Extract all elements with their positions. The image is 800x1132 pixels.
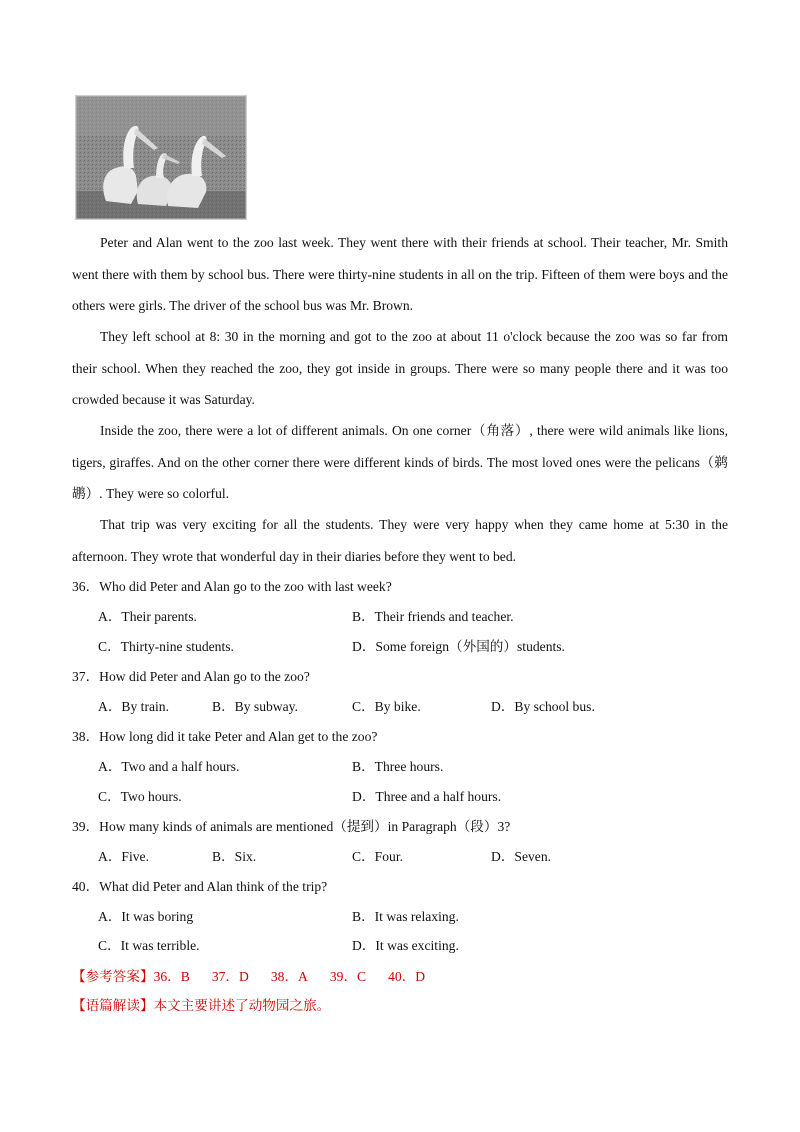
passage-paragraph-3: Inside the zoo, there were a lot of different animals. On one corner（角落）, there were wild animals like lions, tigers, giraffes. And on the other corner there were different kinds of birds. The most loved ones were the pelicans（鹈鹕）. They were so colorful. <box>72 423 728 501</box>
question-40-option-b: B．It was relaxing. <box>352 909 459 924</box>
question-37-option-a: A．By train. <box>98 699 169 714</box>
answer-key-label: 【参考答案】 <box>72 969 154 984</box>
analysis-text: 本文主要讲述了动物园之旅。 <box>153 998 331 1013</box>
answer-37: 37．D <box>211 969 249 984</box>
question-38-option-d: D．Three and a half hours. <box>352 789 502 804</box>
question-37-option-c: C．By bike. <box>352 699 421 714</box>
answer-36: 36．B <box>153 969 190 984</box>
question-39-option-c: C．Four. <box>352 849 403 864</box>
question-38-option-c: C．Two hours. <box>98 789 182 804</box>
pelicans-photo <box>75 95 247 220</box>
question-37-option-b: B．By subway. <box>212 699 298 714</box>
question-39-option-d: D．Seven. <box>491 849 552 864</box>
question-38-option-a: A．Two and a half hours. <box>98 759 240 774</box>
answer-key <box>72 967 425 987</box>
question-37-option-d: D．By school bus. <box>491 699 595 714</box>
question-40-option-c: C．It was terrible. <box>98 938 200 953</box>
question-36-stem: 36．Who did Peter and Alan go to the zoo with last week? <box>72 579 392 594</box>
answer-40: 40．D <box>388 969 426 984</box>
answer-38: 38．A <box>270 969 308 984</box>
question-40-option-a: A．It was boring <box>98 909 194 924</box>
question-39-option-b: B．Six. <box>212 849 257 864</box>
passage-paragraph-1: Peter and Alan went to the zoo last week. They went there with their friends at school. Their teacher, Mr. Smith went there with them by school bus. There were thirty-nine students in all on the trip. Fifteen of them were boys and the others were girls. The driver of the school bus was Mr. Brown. <box>72 235 728 313</box>
answer-39: 39．C <box>329 969 367 984</box>
question-40-stem: 40．What did Peter and Alan think of the trip? <box>72 879 328 894</box>
question-38-option-b: B．Three hours. <box>352 759 444 774</box>
passage-paragraph-2: They left school at 8: 30 in the morning and got to the zoo at about 11 o'clock because the zoo was so far from their school. When they reached the zoo, they got inside in groups. There were so many people there and it was too crowded because it was Saturday. <box>72 329 728 407</box>
passage-analysis <box>72 996 330 1016</box>
question-39-stem: 39．How many kinds of animals are mentioned（提到）in Paragraph（段）3? <box>72 819 511 834</box>
question-40-option-d: D．It was exciting. <box>352 938 459 953</box>
question-37-stem: 37．How did Peter and Alan go to the zoo? <box>72 669 310 684</box>
question-36-option-d: D．Some foreign（外国的）students. <box>352 639 565 654</box>
question-36-option-a: A．Their parents. <box>98 609 197 624</box>
question-36-option-b: B．Their friends and teacher. <box>352 609 514 624</box>
question-39-option-a: A．Five. <box>98 849 149 864</box>
question-36-option-c: C．Thirty-nine students. <box>98 639 234 654</box>
question-38-stem: 38．How long did it take Peter and Alan get to the zoo? <box>72 729 378 744</box>
passage-paragraph-4: That trip was very exciting for all the students. They were very happy when they came home at 5:30 in the afternoon. They wrote that wonderful day in their diaries before they went to bed. <box>72 517 728 564</box>
analysis-label: 【语篇解读】 <box>72 998 154 1013</box>
